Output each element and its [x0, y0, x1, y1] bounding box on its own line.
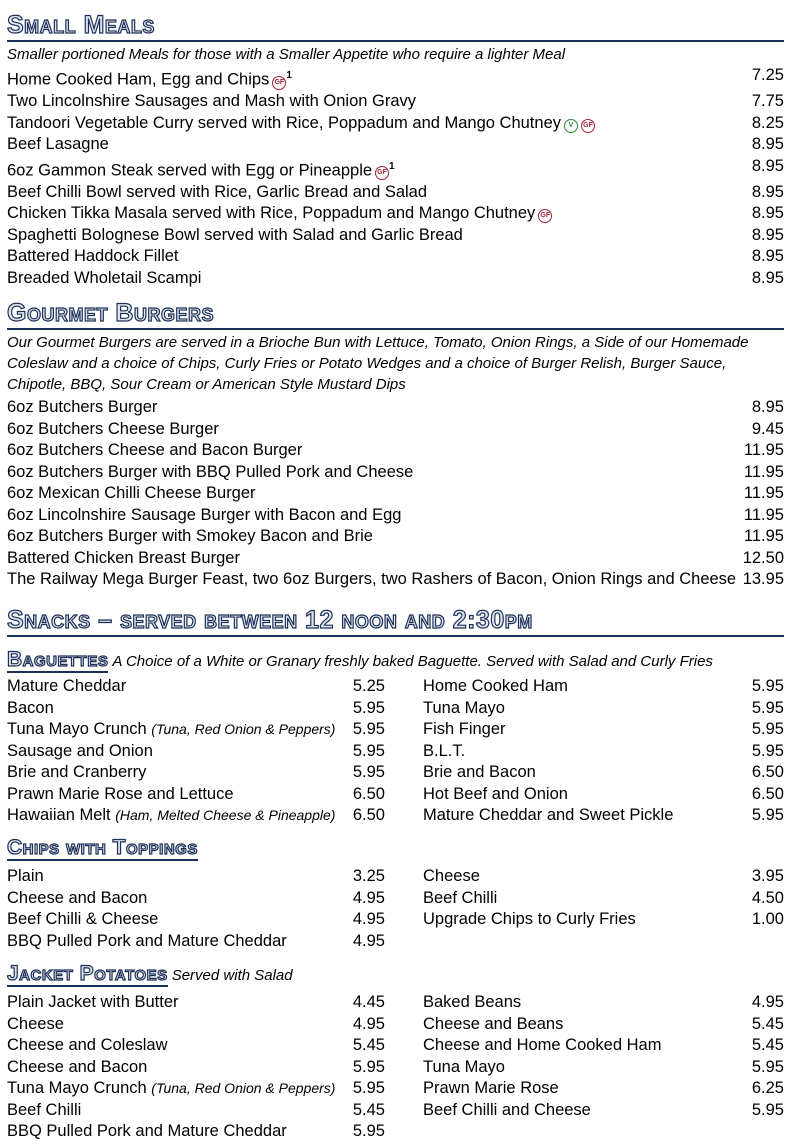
menu-item-row [7, 134, 784, 156]
menu-item-detail: (Ham, Melted Cheese & Pineapple) [115, 807, 336, 823]
menu-item-price: 5.95 [751, 677, 784, 695]
menu-item-name-wrap [423, 1100, 591, 1122]
menu-item-name-wrap [7, 1014, 64, 1036]
menu-item-name-wrap [7, 909, 158, 931]
menu-item-row [7, 1121, 385, 1143]
section-intro: Our Gourmet Burgers are served in a Brioche Bun with Lettuce, Tomato, Onion Rings, a Side of our Homemade Coleslaw and a choice of Chips, Curly Fries or Potato Wedges and a choice of Burger Relish, Burger Sauce, Chipotle, BBQ, Sour Cream or American Style Mustard Dips [7, 334, 749, 393]
subsection-rule [7, 671, 108, 673]
menu-item-name-wrap [423, 805, 673, 827]
menu-item-price: 7.25 [751, 66, 784, 84]
subsection-intro: A Choice of a White or Granary freshly baked Baguette. Served with Salad and Curly Fries [112, 653, 713, 670]
menu-item-price: 8.95 [751, 398, 784, 416]
menu-item-name: Cheese and Bacon [7, 1057, 148, 1076]
menu-item-name: Fish Finger [423, 720, 506, 738]
menu-item-name: BBQ Pulled Pork and Mature Cheddar [7, 931, 287, 950]
menu-item-name-wrap [423, 741, 465, 763]
menu-item-price: 9.45 [751, 419, 784, 438]
menu-item-name-wrap [423, 1035, 661, 1057]
menu-item-row [7, 225, 784, 247]
menu-item-name-wrap [423, 762, 536, 784]
menu-item-row [7, 698, 385, 720]
menu-item-row [7, 483, 784, 505]
menu-item-name-wrap [7, 784, 234, 806]
menu-item-row [7, 203, 784, 225]
menu-item-name-wrap [423, 992, 521, 1014]
menu-item-name: Brie and Bacon [423, 763, 536, 781]
menu-item-name: 6oz Butchers Cheese and Bacon Burger [7, 441, 303, 459]
menu-item-name-wrap [7, 866, 44, 888]
menu-item-name: Beef Chilli [7, 1100, 82, 1119]
menu-item-name: Hawaiian Melt [7, 806, 111, 824]
menu-item-row [7, 91, 784, 113]
menu-item-row [7, 805, 385, 827]
menu-item-name: Beef Chilli & Cheese [7, 910, 159, 928]
menu-item-name-wrap [7, 548, 240, 570]
menu-item-name: Cheese and Bacon [7, 888, 148, 907]
baguettes-header [7, 648, 784, 672]
small-meals-header [7, 12, 784, 39]
menu-item-row [7, 676, 385, 698]
menu-item-price: 6.25 [751, 1079, 784, 1097]
menu-item-row [7, 526, 784, 548]
menu-item-price: 13.95 [742, 570, 784, 588]
section-rule [7, 328, 784, 330]
menu-item-name: 6oz Gammon Steak served with Egg or Pineapple [7, 161, 373, 179]
gluten-free-icon: GF [272, 76, 286, 90]
menu-item-row [7, 419, 784, 441]
menu-item-name-wrap [7, 741, 153, 763]
menu-item-row [423, 698, 784, 720]
menu-item-name-wrap [7, 1035, 168, 1057]
menu-item-row [423, 805, 784, 827]
menu-item-name: Tandoori Vegetable Curry served with Rice, Poppadum and Mango Chutney [7, 113, 561, 132]
menu-item-name-wrap [7, 719, 335, 741]
menu-item-price: 4.45 [352, 993, 385, 1011]
menu-item-row [423, 888, 784, 910]
menu-item-row [7, 268, 784, 290]
menu-item-row [423, 1100, 784, 1122]
section-title: Snacks – served between 12 noon and 2:30pm [7, 606, 533, 634]
small-meals-section [7, 12, 784, 289]
menu-item-name-wrap [7, 156, 395, 182]
menu-item-row [7, 992, 385, 1014]
menu-item-price: 5.95 [751, 698, 784, 717]
chips-right-column [423, 866, 784, 952]
menu-item-price: 5.95 [352, 1079, 385, 1097]
menu-item-name-wrap [423, 698, 505, 720]
menu-item-name: 6oz Mexican Chilli Cheese Burger [7, 484, 256, 502]
menu-item-price: 6.50 [352, 806, 385, 824]
baguettes-right-column [423, 676, 784, 827]
menu-item-row [7, 1035, 385, 1057]
menu-item-name: Chicken Tikka Masala served with Rice, Poppadum and Mango Chutney [7, 204, 536, 222]
menu-item-name-wrap [423, 719, 506, 741]
menu-item-row [7, 931, 385, 953]
menu-item-name-wrap [7, 268, 201, 290]
menu-item-name: Baked Beans [423, 993, 522, 1011]
menu-item-name: Spaghetti Bolognese Bowl served with Salad and Garlic Bread [7, 225, 463, 244]
menu-item-name: The Railway Mega Burger Feast, two 6oz Burgers, two Rashers of Bacon, Onion Rings and Cheese [7, 570, 737, 588]
menu-item-row [423, 784, 784, 806]
menu-item-row [7, 762, 385, 784]
menu-item-row [7, 156, 784, 182]
menu-item-name: Plain Jacket with Butter [7, 993, 179, 1011]
menu-item-row [7, 65, 784, 91]
menu-item-row [423, 719, 784, 741]
menu-item-row [7, 1057, 385, 1079]
menu-item-name: Cheese [7, 1014, 64, 1033]
subsection-intro: Served with Salad [171, 967, 293, 984]
menu-item-price: 5.45 [352, 1100, 385, 1119]
menu-item-name-wrap [423, 1078, 559, 1100]
gluten-free-icon: GF [581, 119, 595, 133]
section-rule [7, 40, 784, 42]
menu-item-name-wrap [7, 440, 302, 462]
snacks-header [7, 607, 784, 634]
menu-item-row [7, 440, 784, 462]
menu-item-name: Prawn Marie Rose and Lettuce [7, 784, 234, 803]
menu-item-price: 7.75 [751, 92, 784, 110]
small-meals-list [7, 65, 784, 289]
menu-item-price: 6.50 [751, 784, 784, 803]
menu-item-row [423, 1057, 784, 1079]
menu-item-name-wrap [7, 113, 595, 135]
menu-item-name: Beef Chilli Bowl served with Rice, Garlic Bread and Salad [7, 182, 428, 201]
menu-item-name: Hot Beef and Onion [423, 784, 568, 803]
menu-item-name-wrap [7, 134, 109, 156]
menu-item-row [423, 762, 784, 784]
menu-item-name-wrap [7, 505, 401, 527]
burgers-section [7, 300, 784, 591]
menu-item-name: Prawn Marie Rose [423, 1079, 559, 1097]
menu-item-price: 8.95 [751, 135, 784, 153]
snacks-section [7, 607, 784, 634]
menu-item-row [7, 1078, 385, 1100]
menu-item-name: Tuna Mayo Crunch [7, 720, 147, 738]
baguettes-left-column [7, 676, 385, 827]
menu-item-name: Upgrade Chips to Curly Fries [423, 910, 636, 928]
menu-item-price: 4.95 [352, 888, 385, 907]
menu-item-price: 5.95 [751, 1057, 784, 1076]
menu-item-row [423, 676, 784, 698]
menu-item-price: 4.95 [352, 931, 385, 950]
menu-item-name-wrap [7, 1057, 147, 1079]
menu-item-name-wrap [7, 931, 287, 953]
menu-item-price: 8.95 [751, 247, 784, 265]
menu-item-row [7, 866, 385, 888]
menu-item-name: 6oz Butchers Cheese Burger [7, 419, 219, 438]
section-intro: Smaller portioned Meals for those with a Smaller Appetite who require a lighter Meal [7, 46, 566, 63]
subsection-title: Baguettes [7, 648, 109, 671]
menu-item-row [423, 741, 784, 763]
menu-item-name-wrap [7, 888, 147, 910]
menu-item-row [7, 1100, 385, 1122]
menu-item-name-wrap [7, 419, 219, 441]
menu-item-name-wrap [7, 65, 292, 91]
menu-item-name: Brie and Cranberry [7, 763, 147, 781]
menu-item-price: 5.95 [751, 741, 784, 760]
menu-item-row [423, 909, 784, 931]
menu-item-name: Cheese [423, 867, 480, 885]
menu-item-name: BBQ Pulled Pork and Mature Cheddar [7, 1122, 287, 1140]
menu-item-price: 4.50 [751, 888, 784, 907]
jackets-right-column [423, 992, 784, 1143]
menu-item-price: 5.95 [352, 763, 385, 781]
jackets-left-column [7, 992, 385, 1143]
menu-item-name: Beef Chilli [423, 888, 498, 907]
menu-item-row [423, 1035, 784, 1057]
menu-item-price: 11.95 [743, 441, 784, 459]
menu-item-name-wrap [7, 1121, 287, 1143]
menu-item-price: 1.00 [751, 910, 784, 928]
menu-item-row [7, 569, 784, 591]
menu-item-price: 11.95 [743, 527, 784, 545]
menu-item-row [423, 1014, 784, 1036]
menu-item-name-wrap [7, 246, 179, 268]
menu-item-name: Home Cooked Ham [423, 677, 568, 695]
burgers-header [7, 300, 784, 327]
menu-item-price: 5.95 [352, 698, 385, 717]
menu-item-row [7, 1014, 385, 1036]
menu-item-price: 8.95 [751, 225, 784, 244]
menu-item-footnote: 1 [389, 160, 395, 172]
menu-item-name: Sausage and Onion [7, 741, 153, 760]
menu-item-price: 8.95 [751, 182, 784, 201]
menu-item-price: 5.95 [352, 741, 385, 760]
subsection-rule [7, 859, 198, 861]
menu-item-row [7, 505, 784, 527]
menu-item-price: 5.45 [751, 1036, 784, 1054]
menu-item-price: 5.95 [751, 720, 784, 738]
menu-item-name-wrap [7, 91, 416, 113]
menu-item-price: 8.95 [751, 204, 784, 222]
menu-item-price: 5.95 [751, 806, 784, 824]
menu-item-price: 4.95 [751, 993, 784, 1011]
burgers-list [7, 397, 784, 591]
menu-item-row [423, 1078, 784, 1100]
menu-item-name-wrap [423, 888, 497, 910]
menu-item-name-wrap [423, 676, 568, 698]
baguettes-columns [7, 676, 784, 827]
menu-item-name-wrap [7, 698, 54, 720]
chips-header [7, 836, 784, 860]
menu-item-name: Beef Chilli and Cheese [423, 1100, 591, 1119]
menu-item-row [7, 741, 385, 763]
chips-left-column [7, 866, 385, 952]
menu-item-name-wrap [7, 225, 463, 247]
menu-item-name-wrap [7, 462, 413, 484]
menu-item-price: 6.50 [352, 784, 385, 803]
menu-item-name-wrap [7, 526, 373, 548]
menu-item-price: 5.45 [352, 1036, 385, 1054]
subsection-title: Jacket Potatoes [7, 962, 168, 985]
menu-item-name: Tuna Mayo Crunch [7, 1079, 147, 1097]
menu-item-name-wrap [7, 762, 146, 784]
menu-item-row [7, 246, 784, 268]
menu-item-row [7, 182, 784, 204]
menu-item-name-wrap [423, 866, 480, 888]
jackets-columns [7, 992, 784, 1143]
menu-item-price: 8.95 [751, 156, 784, 175]
menu-item-name-wrap [7, 569, 736, 591]
menu-item-row [7, 909, 385, 931]
menu-item-name: Battered Haddock Fillet [7, 247, 179, 265]
menu-item-name: 6oz Lincolnshire Sausage Burger with Bacon and Egg [7, 505, 402, 524]
menu-item-price: 11.95 [743, 484, 784, 502]
menu-item-price: 3.95 [751, 867, 784, 885]
menu-item-detail: (Tuna, Red Onion & Peppers) [151, 721, 336, 737]
menu-item-name-wrap [7, 676, 126, 698]
menu-item-name-wrap [7, 483, 256, 505]
menu-item-price: 5.95 [352, 1057, 385, 1076]
menu-item-row [423, 866, 784, 888]
menu-item-row [7, 462, 784, 484]
gluten-free-icon: GF [375, 166, 389, 180]
menu-item-name: Tuna Mayo [423, 1057, 505, 1076]
menu-item-name-wrap [423, 909, 636, 931]
menu-item-price: 11.95 [743, 505, 784, 524]
menu-item-price: 8.25 [751, 113, 784, 132]
menu-item-name-wrap [7, 1100, 81, 1122]
menu-item-name-wrap [423, 1014, 563, 1036]
menu-item-name: Plain [7, 867, 44, 885]
menu-item-name-wrap [7, 805, 335, 827]
menu-item-price: 5.95 [352, 1122, 385, 1140]
menu-item-name: Mature Cheddar [7, 677, 127, 695]
menu-item-row [7, 397, 784, 419]
vegetarian-icon: V [564, 119, 578, 133]
menu-item-detail: (Tuna, Red Onion & Peppers) [151, 1080, 336, 1096]
section-title: Gourmet Burgers [7, 299, 214, 327]
menu-item-footnote: 1 [286, 70, 292, 81]
jackets-header [7, 962, 784, 986]
menu-item-name-wrap [423, 784, 568, 806]
menu-item-price: 6.50 [751, 763, 784, 781]
menu-item-name-wrap [7, 397, 157, 419]
chips-columns [7, 866, 784, 952]
menu-item-name-wrap [7, 182, 427, 204]
menu-item-price: 3.25 [352, 867, 385, 885]
menu-item-name: Home Cooked Ham, Egg and Chips [7, 70, 270, 89]
menu-item-price: 12.50 [742, 548, 784, 567]
menu-item-name: Beef Lasagne [7, 135, 109, 153]
menu-item-price: 5.45 [751, 1014, 784, 1033]
menu-item-row [7, 113, 784, 135]
menu-item-name-wrap [7, 1078, 335, 1100]
menu-item-name: B.L.T. [423, 741, 466, 760]
menu-item-name: Cheese and Beans [423, 1014, 564, 1033]
menu-item-name-wrap [423, 1057, 505, 1079]
menu-item-name-wrap [7, 203, 552, 225]
subsection-rule [7, 985, 168, 987]
menu-item-name: Cheese and Coleslaw [7, 1036, 168, 1054]
section-rule [7, 635, 784, 637]
menu-item-name: Battered Chicken Breast Burger [7, 548, 240, 567]
menu-item-price: 11.95 [743, 462, 784, 481]
menu-item-price: 4.95 [352, 910, 385, 928]
menu-item-price: 5.95 [751, 1100, 784, 1119]
menu-item-price: 5.25 [352, 677, 385, 695]
menu-item-name: Tuna Mayo [423, 698, 505, 717]
menu-item-name: Mature Cheddar and Sweet Pickle [423, 806, 674, 824]
menu-item-row [7, 548, 784, 570]
menu-item-name: 6oz Butchers Burger with Smokey Bacon and Brie [7, 527, 373, 545]
menu-item-row [7, 719, 385, 741]
menu-item-name: 6oz Butchers Burger with BBQ Pulled Pork and Cheese [7, 462, 414, 481]
menu-item-name: Cheese and Home Cooked Ham [423, 1036, 662, 1054]
menu-item-name: 6oz Butchers Burger [7, 398, 158, 416]
menu-item-price: 4.95 [352, 1014, 385, 1033]
menu-item-price: 8.95 [751, 268, 784, 287]
menu-item-price: 5.95 [352, 720, 385, 738]
subsection-title: Chips with Toppings [7, 836, 198, 859]
menu-item-row [423, 992, 784, 1014]
menu-item-name: Bacon [7, 698, 54, 717]
menu-item-row [7, 888, 385, 910]
gluten-free-icon: GF [538, 209, 552, 223]
section-title: Small Meals [7, 11, 155, 39]
menu-item-row [7, 784, 385, 806]
menu-item-name: Two Lincolnshire Sausages and Mash with Onion Gravy [7, 92, 417, 110]
menu-item-name: Breaded Wholetail Scampi [7, 268, 202, 287]
menu-item-name-wrap [7, 992, 179, 1014]
